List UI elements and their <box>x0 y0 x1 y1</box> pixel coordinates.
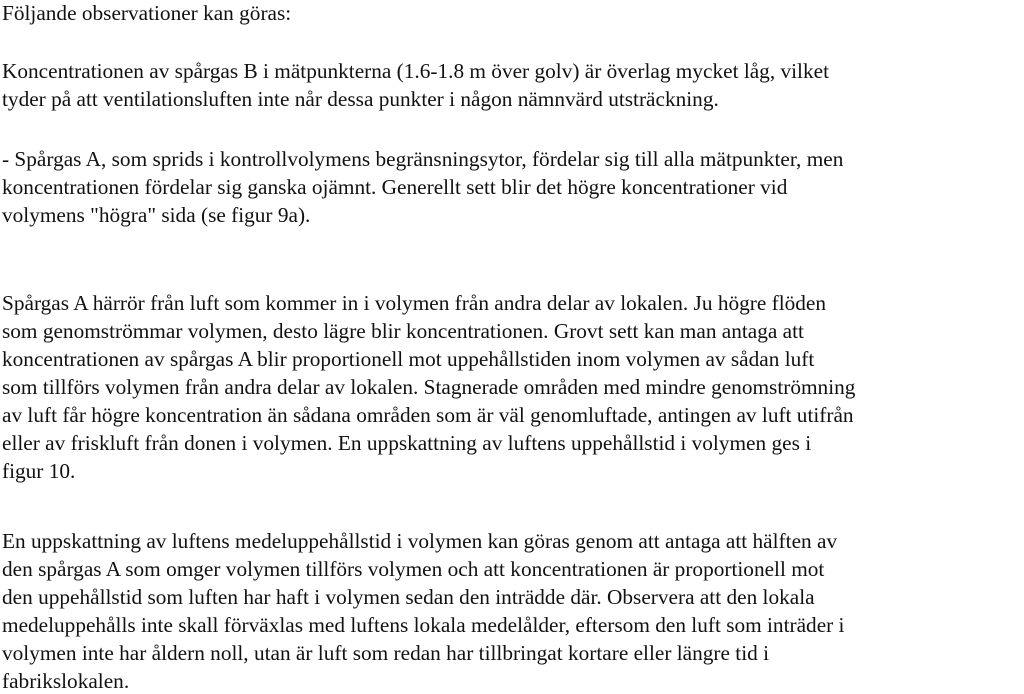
paragraph-estimate-line-3: den uppehållstid som luften har haft i volymen sedan den inträdde där. Observera att den lokala <box>2 585 815 609</box>
paragraph-estimate-line-1: En uppskattning av luftens medeluppehållstid i volymen kan göras genom att antaga att hälften av <box>2 529 838 553</box>
observation-b-line-1: Koncentrationen av spårgas B i mätpunkterna (1.6-1.8 m över golv) är överlag mycket låg, vilket <box>2 59 829 83</box>
paragraph-origin-line-1: Spårgas A härrör från luft som kommer in i volymen från andra delar av lokalen. Ju högre flöden <box>2 291 827 315</box>
intro-line: Följande observationer kan göras: <box>2 1 292 25</box>
paragraph-origin-line-4: som tillförs volymen från andra delar av lokalen. Stagnerade områden med mindre genomströmning <box>2 375 856 399</box>
paragraph-estimate-line-5: volymen inte har åldern noll, utan är luft som redan har tillbringat kortare eller längre tid i <box>2 641 770 665</box>
paragraph-estimate-line-4: medeluppehålls inte skall förväxlas med luftens lokala medelålder, eftersom den luft som inträder i <box>2 613 845 637</box>
paragraph-estimate-line-6: fabrikslokalen. <box>2 669 130 693</box>
observation-a-line-3: volymens "högra" sida (se figur 9a). <box>2 203 311 227</box>
observation-a-line-1: - Spårgas A, som sprids i kontrollvolymens begränsningsytor, fördelar sig till alla mätpunkter, men <box>2 147 844 171</box>
paragraph-origin-line-2: som genomströmmar volymen, desto lägre blir koncentrationen. Grovt sett kan man antaga att <box>2 319 804 343</box>
observation-b-line-2: tyder på att ventilationsluften inte når dessa punkter i någon nämnvärd utsträckning. <box>2 87 719 111</box>
paragraph-origin-line-5: av luft får högre koncentration än sådana områden som är väl genomluftade, antingen av luft utifrån <box>2 403 854 427</box>
observation-a-line-2: koncentrationen fördelar sig ganska ojämnt. Generellt sett blir det högre koncentrationer vid <box>2 175 788 199</box>
paragraph-origin-line-7: figur 10. <box>2 459 76 483</box>
paragraph-origin-line-6: eller av friskluft från donen i volymen. En uppskattning av luftens uppehållstid i volymen ges i <box>2 431 812 455</box>
paragraph-estimate-line-2: den spårgas A som omger volymen tillförs volymen och att koncentrationen är proportionell mot <box>2 557 825 581</box>
paragraph-origin-line-3: koncentrationen av spårgas A blir proportionell mot uppehållstiden inom volymen av sådan luft <box>2 347 815 371</box>
